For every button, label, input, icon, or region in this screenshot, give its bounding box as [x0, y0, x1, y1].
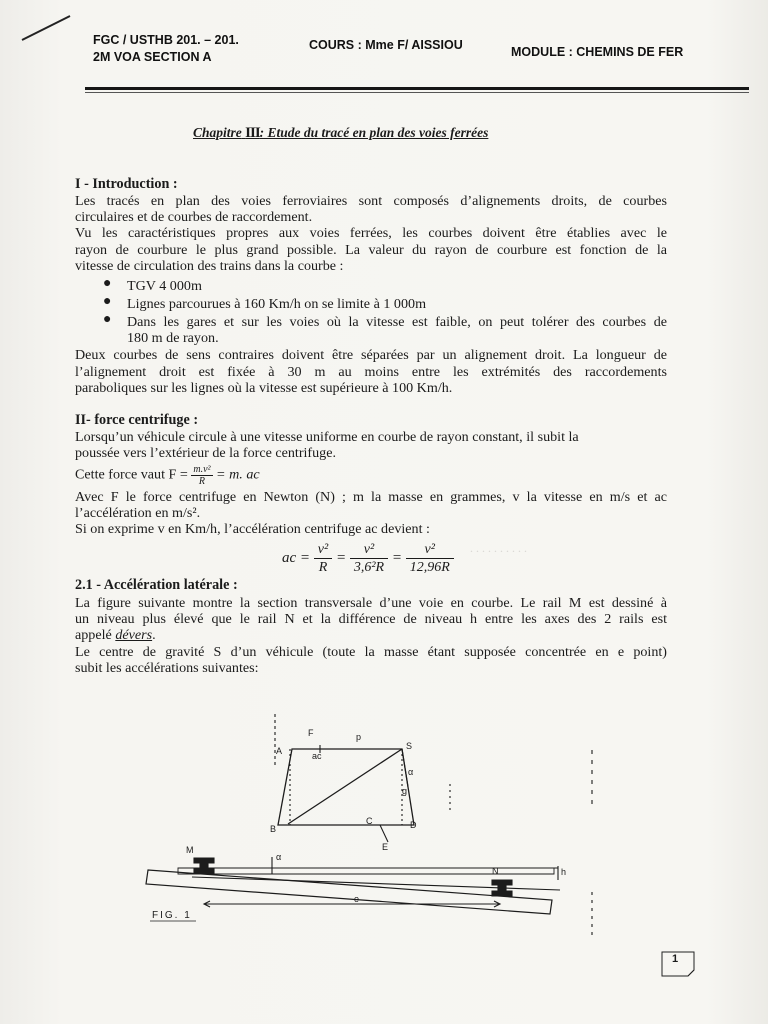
- eq-fraction-3: [406, 541, 454, 576]
- page-number-box: [660, 948, 700, 978]
- bullet-item-2: Lignes parcourues à 160 Km/h on se limite à 1 000m: [127, 296, 427, 312]
- intro-p1-line1: Les tracés en plan des voies ferroviaires sont composés d’alignements droits, de courbes: [75, 193, 667, 209]
- heading-introduction: I - Introduction :: [75, 176, 178, 192]
- chapter-title-text: : Etude du tracé en plan des voies ferrées: [259, 125, 489, 140]
- lateral-line4: Le centre de gravité S d’un véhicule (toute la masse étant supposée concentrée en e point): [75, 644, 667, 660]
- force-line4: l’accélération en m/s².: [75, 505, 201, 521]
- eq-f3-den: 12,96R: [409, 560, 450, 575]
- intro-p1-line2: circulaires et de courbes de raccordement.: [75, 209, 313, 225]
- figure-label-e-point: E: [382, 842, 389, 852]
- header-class-section: 2M VOA SECTION A: [93, 50, 212, 64]
- eq-fraction-1: [314, 541, 332, 576]
- intro-p2-line2: rayon de courbure le plus grand possible. La valeur du rayon de courbure est fonction de la: [75, 242, 667, 258]
- track-section-figure: [140, 712, 610, 942]
- figure-label-e: e: [354, 894, 360, 904]
- eq-sign: =: [332, 549, 350, 566]
- figure-caption: FIG. 1: [152, 910, 192, 921]
- header-rule-thin: [85, 92, 749, 93]
- intro-p2-line3: vitesse de circulation des trains dans la courbe :: [75, 258, 344, 274]
- figure-label-alpha-bottom: α: [276, 852, 282, 862]
- figure-label-f: F: [308, 728, 314, 738]
- eq-lhs: ac =: [282, 549, 314, 566]
- bullet-item-3-cont: 180 m de rayon.: [127, 330, 219, 346]
- lateral-line1: La figure suivante montre la section transversale d’une voie en courbe. Le rail M est dessiné à: [75, 595, 667, 611]
- centrifugal-acceleration-equation: [282, 541, 454, 576]
- intro-p3-line3: paraboliques sur les lignes où la vitesse est supérieure à 100 Km/h.: [75, 380, 453, 396]
- force-line3: Avec F le force centrifuge en Newton (N) ; m la masse en grammes, v la vitesse en m/s et ac: [75, 489, 667, 505]
- eq-f1-num: v²: [314, 541, 332, 559]
- eq-sign: =: [388, 549, 406, 566]
- header-module: MODULE : CHEMINS DE FER: [511, 45, 684, 59]
- formula-numerator: m.v²: [193, 464, 211, 475]
- force-line2: poussée vers l’extérieur de la force centrifuge.: [75, 445, 336, 461]
- heading-force-centrifuge: II- force centrifuge :: [75, 412, 199, 428]
- figure-label-n: N: [492, 866, 499, 876]
- formula-prefix: Cette force vaut F =: [75, 466, 192, 483]
- lateral-line3: [75, 627, 156, 643]
- figure-label-ac: ac: [312, 751, 322, 761]
- figure-label-alpha-top: α: [408, 767, 414, 777]
- figure-label-a: A: [276, 746, 283, 756]
- figure-label-s: S: [406, 741, 413, 751]
- figure-label-c: C: [366, 816, 373, 826]
- page-number: 1: [672, 953, 679, 965]
- force-line1: Lorsqu’un véhicule circule à une vitesse uniforme en courbe de rayon constant, il subit la: [75, 429, 579, 445]
- figure-label-h: h: [561, 867, 567, 877]
- intro-p3-line2: l’alignement droit est fixée à 30 m au moins entre les extrémités des raccordements: [75, 364, 667, 380]
- figure-label-g: g: [402, 786, 408, 796]
- heading-lateral-acceleration: 2.1 - Accélération latérale :: [75, 577, 238, 593]
- lateral-line2: un niveau plus élevé que le rail N et la différence de niveau h entre les axes des 2 rails est: [75, 611, 667, 627]
- eq-f1-den: R: [318, 560, 328, 575]
- devers-term: dévers: [115, 627, 153, 643]
- figure-label-b: B: [270, 824, 277, 834]
- intro-p3-line1: Deux courbes de sens contraires doivent être séparées par un alignement droit. La longueur de: [75, 347, 667, 363]
- intro-p2-line1: Vu les caractéristiques propres aux voies ferrées, les courbes doivent être établies avec le: [75, 225, 667, 241]
- formula-fraction: [191, 464, 212, 487]
- bullet-dot: ●: [103, 294, 112, 309]
- header-course: COURS : Mme F/ AISSIOU: [309, 38, 463, 52]
- bleed-through: . . . . . . . . . .: [470, 541, 527, 555]
- header-institution: FGC / USTHB 201. – 201.: [93, 33, 239, 47]
- lateral-line5: subit les accélérations suivantes:: [75, 660, 259, 676]
- eq-f2-den: 3,6²R: [353, 560, 385, 575]
- bullet-item-3: Dans les gares et sur les voies où la vitesse est faible, on peut tolérer des courbes de: [127, 314, 667, 330]
- lateral-line3-prefix: appelé: [75, 627, 116, 643]
- bullet-dot: ●: [103, 276, 112, 291]
- eq-f3-num: v²: [406, 541, 454, 559]
- figure-label-d: D: [410, 820, 417, 830]
- figure-label-p: p: [356, 732, 362, 742]
- chapter-number: III: [245, 125, 260, 141]
- lateral-line3-suffix: .: [152, 627, 156, 643]
- eq-f2-num: v²: [350, 541, 388, 559]
- formula-denominator: R: [198, 476, 205, 487]
- bullet-dot: ●: [103, 312, 112, 327]
- force-formula: [75, 464, 260, 487]
- pen-mark: [18, 10, 74, 44]
- force-line5: Si on exprime v en Km/h, l’accélération centrifuge ac devient :: [75, 521, 430, 537]
- header-rule: [85, 87, 749, 90]
- chapter-title: [193, 125, 488, 142]
- bullet-item-1: TGV 4 000m: [127, 278, 202, 294]
- chapter-label: Chapitre: [193, 125, 242, 140]
- formula-suffix: = m. ac: [212, 466, 260, 483]
- eq-fraction-2: [350, 541, 388, 576]
- figure-label-m: M: [186, 845, 194, 855]
